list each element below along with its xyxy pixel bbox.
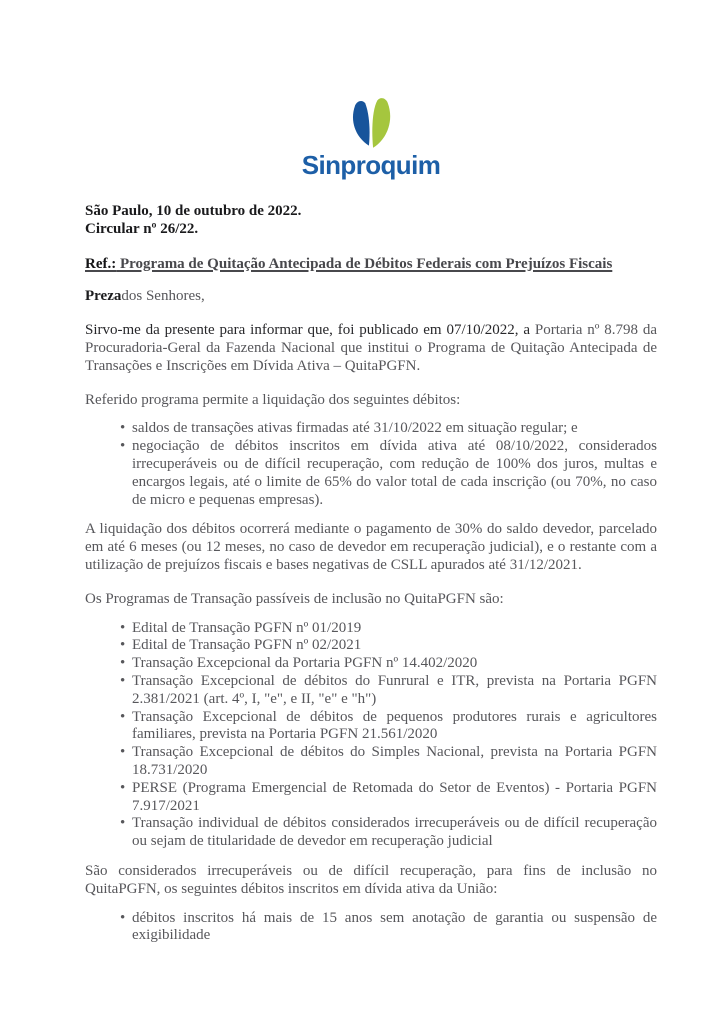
logo-leaf-left-icon (353, 101, 370, 146)
reference-title: Programa de Quitação Antecipada de Débitos Federais com Prejuízos Fiscais (119, 255, 613, 272)
salutation (85, 288, 657, 306)
paragraph-programs-heading: Os Programas de Transação passíveis de inclusão no QuitaPGFN são: (85, 590, 504, 607)
list-item: • negociação de débitos inscritos em dívida ativa até 08/10/2022, considerados irrecuperáveis ou de difícil recuperação, com redução de 100% dos juros, multas e encargos legais, até o limite de 65% do valor total de cada inscrição (ou 70%, no caso de micro e pequenas empresas). (120, 438, 657, 509)
list-item: • Edital de Transação PGFN nº 01/2019 (120, 620, 657, 638)
transaction-programs-list (85, 620, 657, 851)
irrecoverable-debts-list (85, 910, 657, 946)
paragraph-intro (85, 322, 657, 375)
list-item: • Edital de Transação PGFN nº 02/2021 (120, 637, 657, 655)
paragraph-program-allows: Referido programa permite a liquidação dos seguintes débitos: (85, 391, 461, 408)
list-item: • Transação individual de débitos considerados irrecuperáveis ou de difícil recuperação ou sejam de titularidade de devedor em recuperação judicial (120, 815, 657, 851)
list-item: • Transação Excepcional de débitos de pequenos produtores rurais e agricultores familiares, prevista na Portaria PGFN 21.561/2020 (120, 709, 657, 745)
paragraph-irrecoverable-heading: São considerados irrecuperáveis ou de difícil recuperação, para fins de inclusão no QuitaPGFN, os seguintes débitos inscritos em dívida ativa da União: (85, 862, 657, 897)
sinproquim-logo-icon (346, 96, 396, 152)
reference-line (85, 256, 657, 274)
paragraph-intro-rest: Portaria nº 8.798 da Procuradoria-Geral da Fazenda Nacional que institui o Programa de Quitação Antecipada de Transações e Inscrições em Dívida Ativa – QuitaPGFN. (85, 322, 657, 374)
reference-label: Ref.: (85, 255, 117, 272)
salutation-lead: Preza (85, 288, 122, 305)
company-logo (85, 96, 657, 180)
logo-wordmark: Sinproquim (301, 150, 441, 180)
eligible-debts-list (85, 420, 657, 509)
list-item: • Transação Excepcional da Portaria PGFN nº 14.402/2020 (120, 655, 657, 673)
logo-leaf-right-icon (372, 98, 390, 148)
list-item: • Transação Excepcional de débitos do Funrural e ITR, prevista na Portaria PGFN 2.381/2021 (art. 4º, I, "e", e II, "e" e "h") (120, 673, 657, 709)
date-line: São Paulo, 10 de outubro de 2022. (85, 203, 302, 219)
paragraph-payment-terms: A liquidação dos débitos ocorrerá mediante o pagamento de 30% do saldo devedor, parcelado em até 6 meses (ou 12 meses, no caso de devedor em recuperação judicial), e o restante com a utilização de prejuízos fiscais e bases negativas de CSLL apurados até 31/12/2021. (85, 521, 657, 573)
list-item: • Transação Excepcional de débitos do Simples Nacional, prevista na Portaria PGFN 18.731/2020 (120, 744, 657, 780)
salutation-rest: dos Senhores, (121, 288, 205, 305)
list-item: • PERSE (Programa Emergencial de Retomada do Setor de Eventos) - Portaria PGFN 7.917/2021 (120, 780, 657, 816)
paragraph-intro-lead: Sirvo-me da presente para informar que, foi publicado em 07/10/2022, a (85, 322, 535, 339)
list-item: • saldos de transações ativas firmadas até 31/10/2022 em situação regular; e (120, 420, 657, 438)
list-item: • débitos inscritos há mais de 15 anos sem anotação de garantia ou suspensão de exigibilidade (120, 910, 657, 946)
circular-number: Circular nº 26/22. (85, 220, 199, 237)
